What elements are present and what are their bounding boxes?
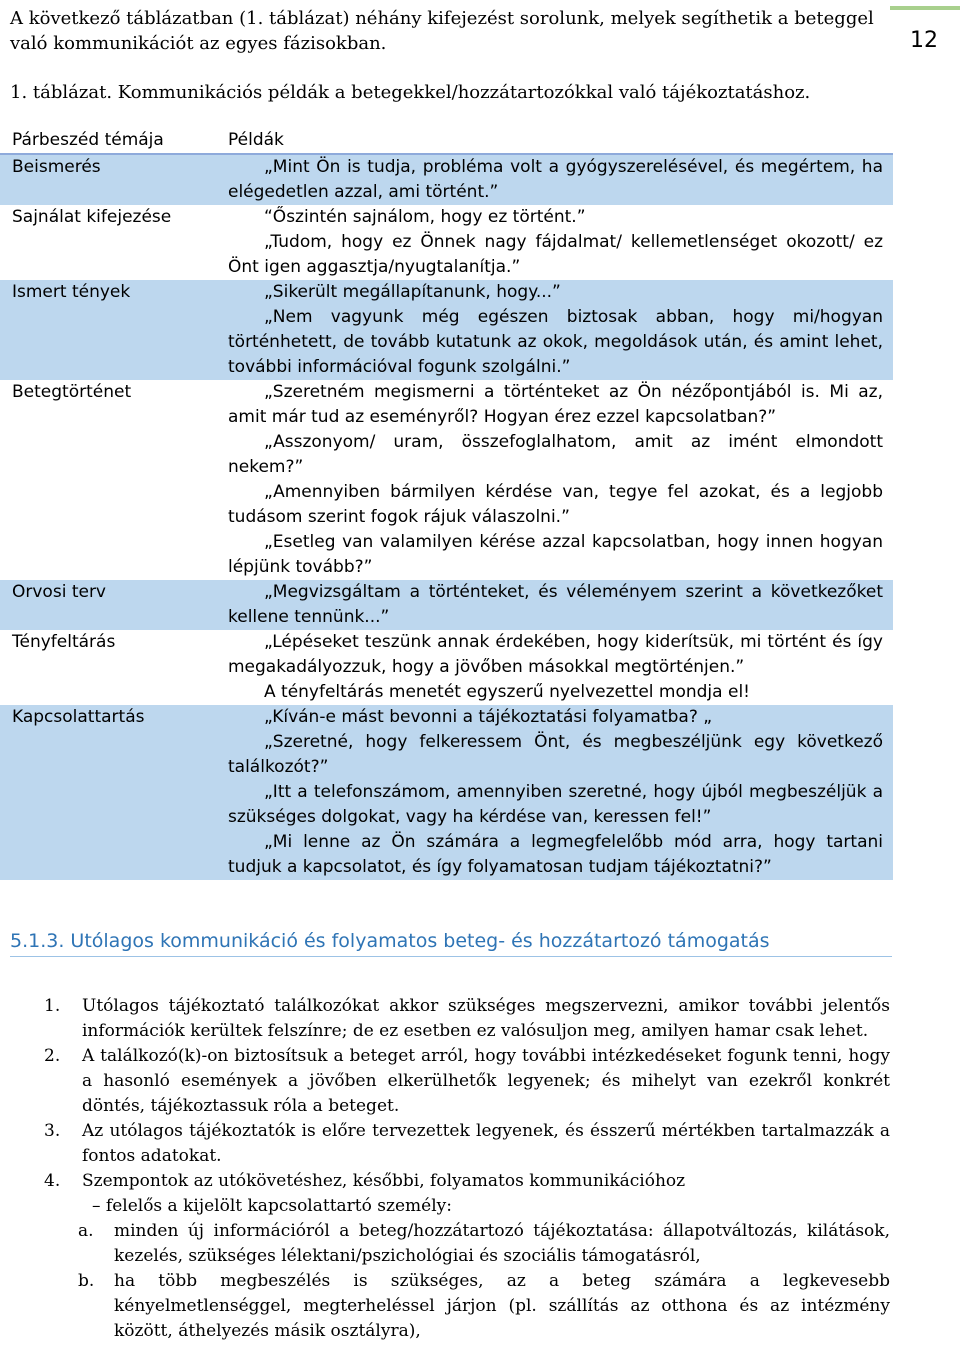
list-item-number: 3. — [44, 1121, 61, 1141]
example-text: “Őszintén sajnálom, hogy ez történt.” — [264, 207, 586, 227]
row-examples — [220, 154, 893, 205]
list-item-text: A találkozó(k)-on biztosítsuk a beteget arról, hogy további intézkedéseket fogunk tenni, hogy a hasonló események a jövőben elkerülhetők legyenek; és mihelyt van ezekről konkrét döntés, tájékoztassuk róla a beteget. — [82, 1046, 890, 1116]
row-topic: Betegtörténet — [12, 382, 132, 402]
sub-list-item-text: ha több megbeszélés is szükséges, az a beteg számára a legkevesebb kényelmetlenséggel, megterheléssel járjon (pl. szállítás az otthona és az intézmény között, áthelyezés másik osztályra), — [114, 1271, 890, 1341]
table-row — [0, 280, 893, 380]
header-topic: Párbeszéd témája — [0, 128, 220, 154]
row-topic: Sajnálat kifejezése — [12, 207, 172, 227]
list-item-number: 1. — [44, 996, 61, 1016]
example-text: „Kíván-e mást bevonni a tájékoztatási folyamatba? „ — [264, 707, 713, 727]
sub-list — [44, 1219, 890, 1344]
sub-list-container — [44, 1219, 890, 1344]
table-header-row — [0, 128, 893, 154]
example-text: „Itt a telefonszámom, amennyiben szeretné, hogy újból megbeszéljük a szükséges dolgokat, vagy ha kérdése van, keressen fel!” — [228, 782, 883, 827]
table-row — [0, 380, 893, 580]
list-item — [44, 1169, 890, 1219]
list-item-number: 4. — [44, 1171, 61, 1191]
table-caption: 1. táblázat. Kommunikációs példák a betegekkel/hozzátartozókkal való tájékoztatáshoz. — [10, 82, 811, 103]
header-examples: Példák — [220, 128, 893, 154]
example-text: „Asszonyom/ uram, összefoglalhatom, amit az imént elmondott nekem?” — [228, 432, 883, 477]
table-row — [0, 154, 893, 205]
row-examples — [220, 705, 893, 880]
list-item-text: Az utólagos tájékoztatók is előre tervezettek legyenek, és ésszerű mértékben tartalmazzák a fontos adatokat. — [82, 1121, 890, 1166]
sub-list-item-text: minden új információról a beteg/hozzátartozó tájékoztatása: állapotváltozás, kilátások, kezelés, szükséges lélektani/pszichológiai és szociális támogatásról, — [114, 1221, 890, 1266]
example-text: „Mi lenne az Ön számára a legmegfelelőbb mód arra, hogy tartani tudjuk a kapcsolatot, és így folyamatosan tudjam tájékoztatni?” — [228, 832, 883, 877]
row-examples — [220, 205, 893, 280]
example-text: „Esetleg van valamilyen kérése azzal kapcsolatban, hogy innen hogyan lépjünk tovább?” — [228, 532, 883, 577]
row-topic: Orvosi terv — [0, 580, 220, 630]
page-number: 12 — [910, 28, 938, 53]
table-row — [0, 630, 893, 705]
example-text: „Amennyiben bármilyen kérdése van, tegye fel azokat, és a legjobb tudásom szerint fogok rájuk válaszolni.” — [228, 482, 883, 527]
list-item-text: Utólagos tájékoztató találkozókat akkor szükséges megszervezni, amikor további jelentős információk kerültek felszínre; de ez esetben ez valósuljon meg, amilyen hamar csak lehet. — [82, 996, 890, 1041]
example-text: „Szeretném megismerni a történteket az Ön nézőpontjából is. Mi az, amit már tud az eseményről? Hogyan érez ezzel kapcsolatban?” — [228, 382, 883, 427]
responsible-note: – felelős a kijelölt kapcsolattartó személy: — [92, 1196, 452, 1216]
list-item-text: Szempontok az utókövetéshez, későbbi, folyamatos kommunikációhoz — [82, 1171, 686, 1191]
sub-list-item — [78, 1269, 890, 1344]
example-text: A tényfeltárás menetét egyszerű nyelvezettel mondja el! — [264, 682, 750, 702]
list-item-number: 2. — [44, 1046, 61, 1066]
table-row — [0, 205, 893, 280]
table-row — [0, 705, 893, 880]
row-examples — [220, 630, 893, 705]
list-item — [44, 1119, 890, 1169]
intro-paragraph: A következő táblázatban (1. táblázat) néhány kifejezést sorolunk, melyek segíthetik a beteggel való kommunikációt az egyes fázisokban. — [10, 8, 874, 54]
example-text: „Sikerült megállapítanunk, hogy...” — [264, 282, 561, 302]
example-text: „Lépéseket teszünk annak érdekében, hogy kiderítsük, mi történt és így megakadályozzuk, hogy a jövőben másokkal megtörténjen.” — [228, 632, 883, 677]
row-examples — [220, 280, 893, 380]
row-examples — [220, 580, 893, 630]
row-topic: Kapcsolattartás — [0, 705, 220, 880]
sub-list-item-letter: a. — [78, 1221, 94, 1241]
sub-list-item-letter: b. — [78, 1271, 95, 1291]
example-text: „Nem vagyunk még egészen biztosak abban, hogy mi/hogyan történhetett, de tovább kutatunk az okok, megoldások után, és amint lehet, további információval fogunk szolgálni.” — [228, 307, 883, 377]
example-text: „Szeretné, hogy felkeressem Önt, és megbeszéljünk egy következő találkozót?” — [228, 732, 883, 777]
row-topic: Ismert tények — [0, 280, 220, 380]
list-item — [44, 994, 890, 1044]
communication-examples-table — [0, 128, 893, 880]
section-heading: 5.1.3. Utólagos kommunikáció és folyamatos beteg- és hozzátartozó támogatás — [10, 930, 892, 957]
row-topic: Beismerés — [0, 154, 220, 205]
row-examples — [220, 380, 893, 580]
list-item — [44, 1044, 890, 1119]
follow-up-list — [44, 994, 890, 1344]
page-number-rule — [890, 6, 960, 10]
example-text: „Tudom, hogy ez Önnek nagy fájdalmat/ kellemetlenséget okozott/ ez Önt igen aggasztja/nyugtalanítja.” — [228, 232, 883, 277]
table-row — [0, 580, 893, 630]
example-text: „Mint Ön is tudja, probléma volt a gyógyszerelésével, és megértem, ha elégedetlen azzal, ami történt.” — [228, 157, 883, 202]
example-text: „Megvizsgáltam a történteket, és véleményem szerint a következőket kellene tennünk...” — [228, 582, 883, 627]
sub-list-item — [78, 1219, 890, 1269]
row-topic: Tényfeltárás — [12, 632, 116, 652]
